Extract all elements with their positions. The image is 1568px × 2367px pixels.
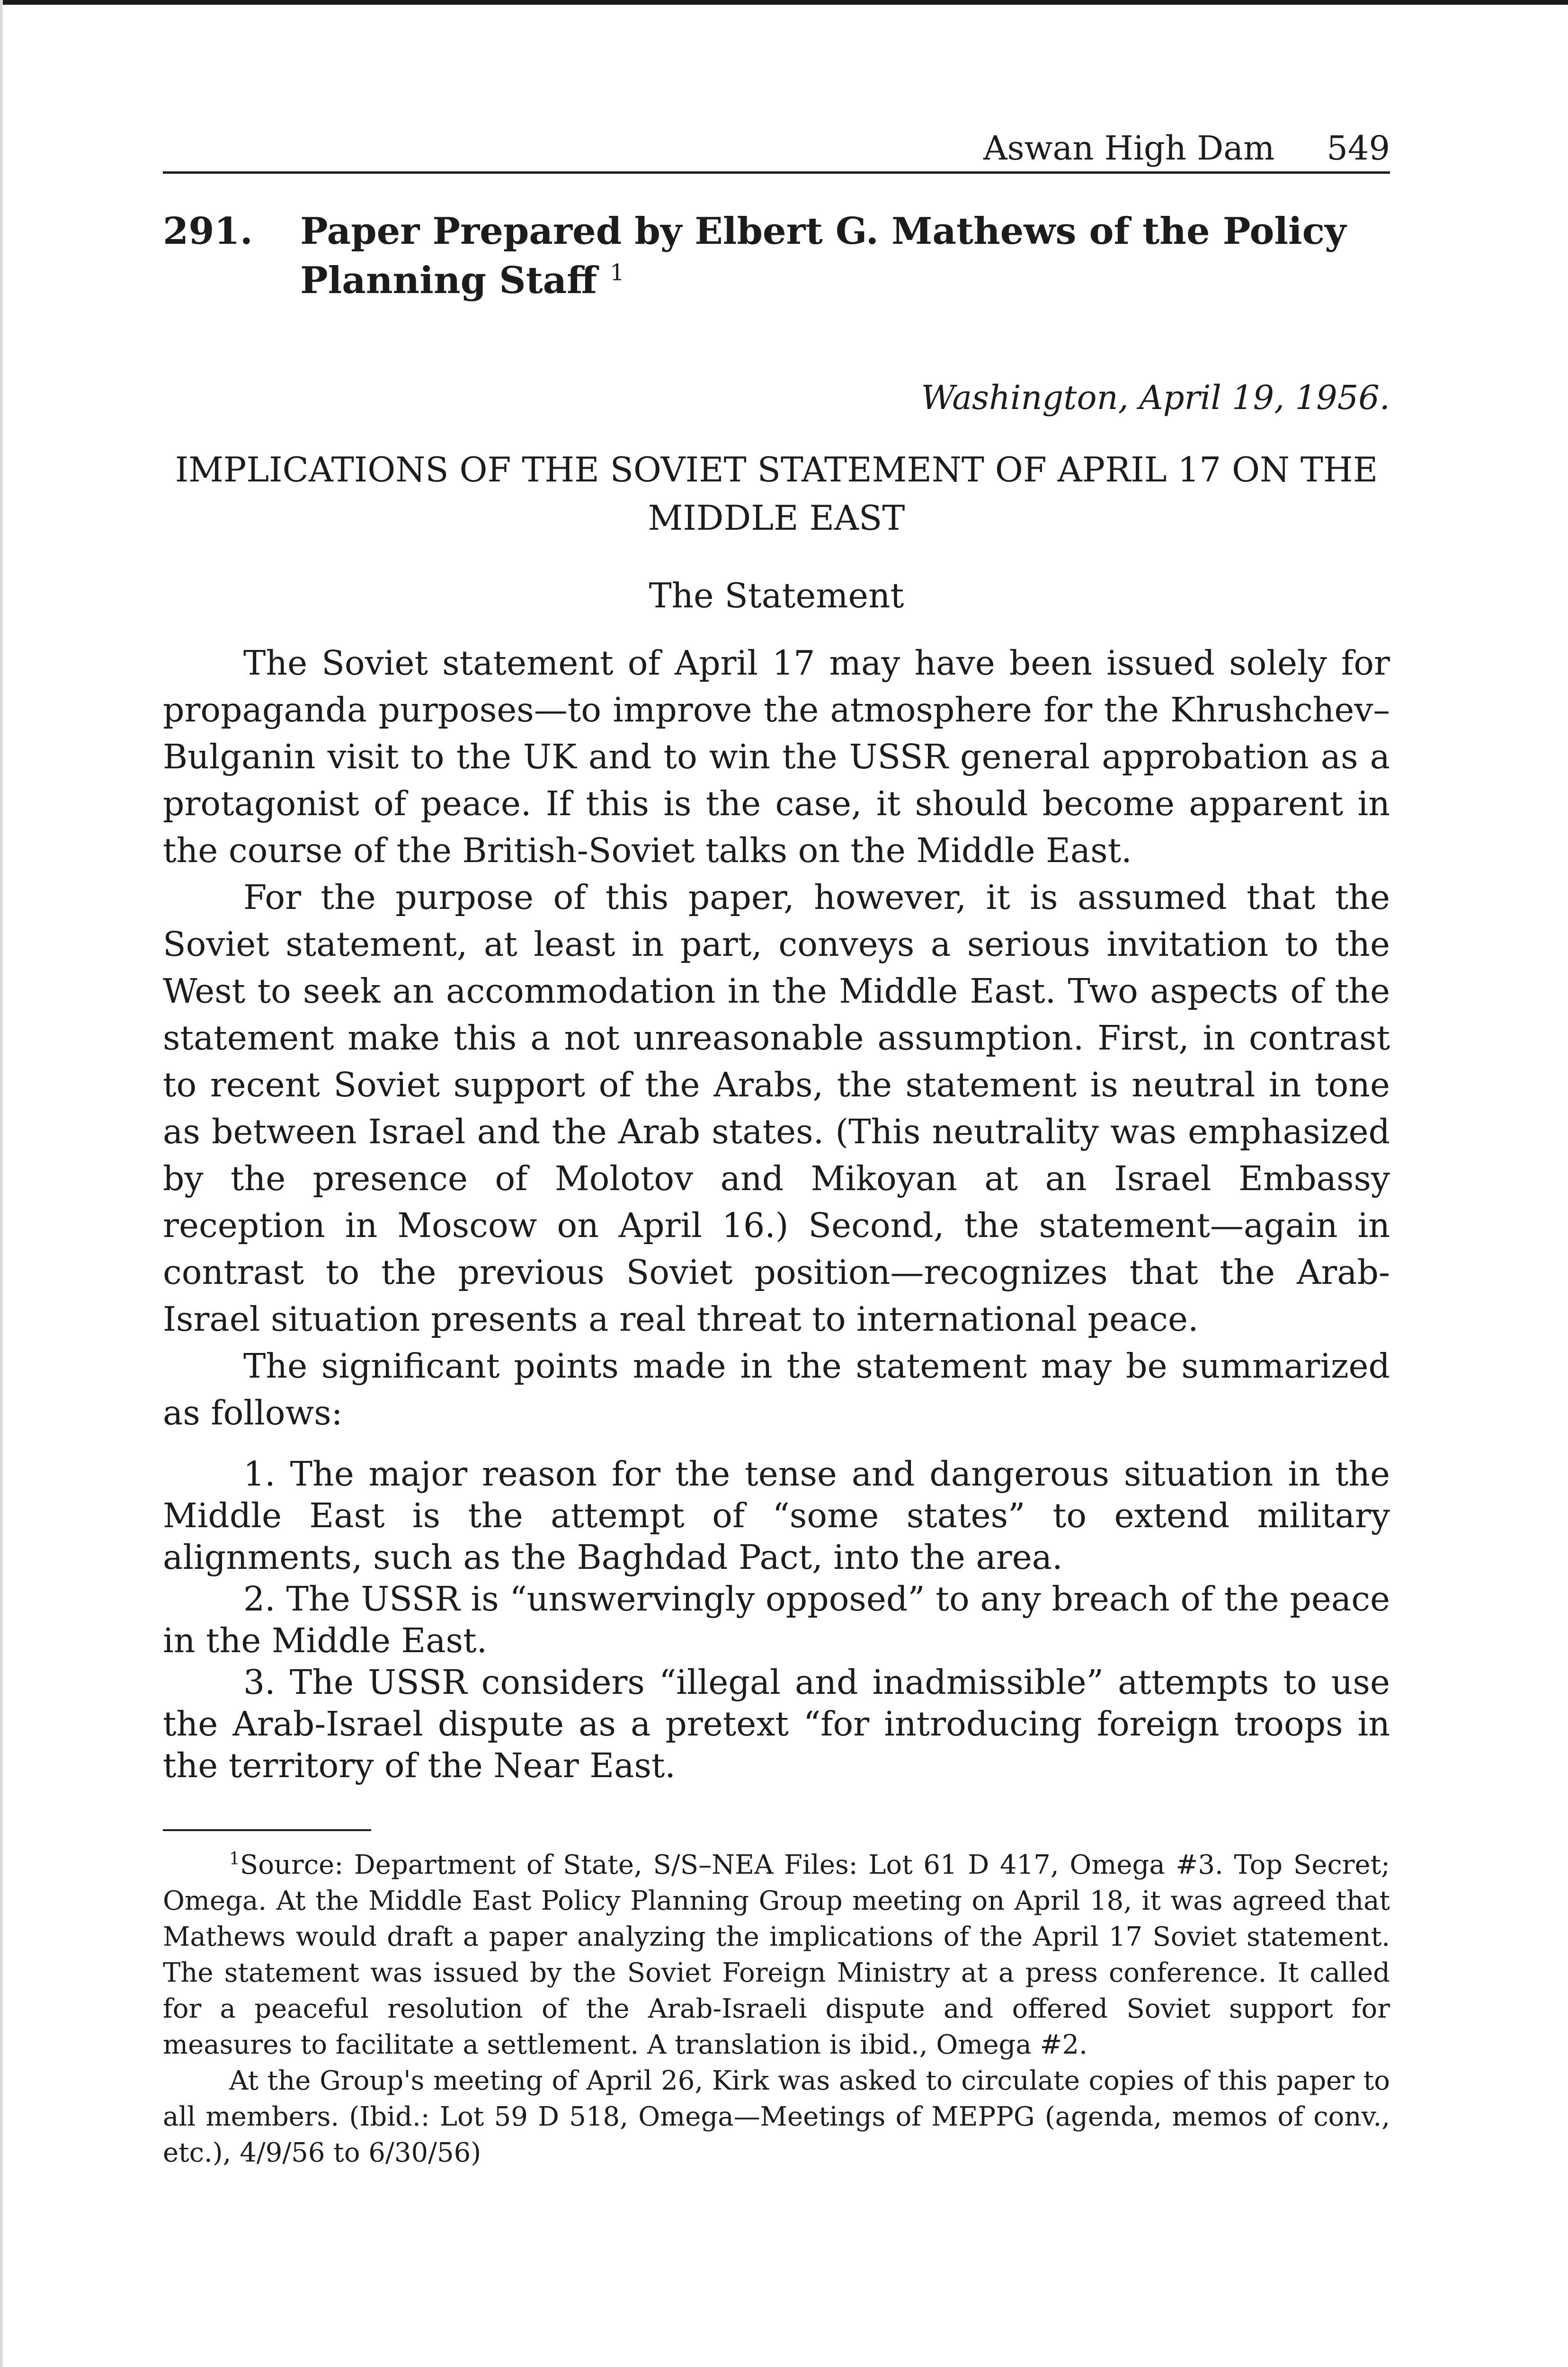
footnote-1 [163, 1847, 1390, 2063]
running-head [163, 127, 1390, 174]
running-head-title: Aswan High Dam [983, 129, 1275, 168]
footnote-1-text: Source: Department of State, S/S–NEA Files: Lot 61 D 417, Omega #3. Top Secret; Omega. At the Middle East Policy Planning Group meeting on April 18, it was agreed that Mathews would draft a paper analyzing the implications of the April 17 Soviet statement. The statement was issued by the Soviet Foreign Ministry at a press conference. It called for a peaceful resolution of the Arab-Israeli dispute and offered Soviet support for measures to facilitate a settlement. A translation is ibid., Omega #2. [163, 1850, 1390, 2060]
numbered-point: 3. The USSR considers “illegal and inadmissible” attempts to use the Arab-Israel dispute as a pretext “for introducing foreign troops in the territory of the Near East. [163, 1663, 1390, 1785]
footnote-reference: 1 [610, 259, 624, 286]
document-page [163, 127, 1390, 2171]
main-title: IMPLICATIONS OF THE SOVIET STATEMENT OF APRIL 17 ON THE MIDDLE EAST [175, 450, 1378, 538]
document-number: 291. [163, 210, 253, 253]
scan-top-border [0, 0, 1568, 5]
footnotes [163, 1847, 1390, 2171]
paragraph: For the purpose of this paper, however, it is assumed that the Soviet statement, at least in part, conveys a serious invitation to the West to seek an accommodation in the Middle East. Two aspects of the statement make this a not unreasonable assumption. First, in contrast to recent Soviet support of the Arabs, the statement is neutral in tone as between Israel and the Arab states. (This neutrality was emphasized by the presence of Molotov and Mikoyan at an Israel Embassy reception in Moscow on April 16.) Second, the statement—again in contrast to the previous Soviet position—recognizes that the Arab-Israel situation presents a real threat to international peace. [163, 878, 1390, 1339]
document-heading [163, 207, 1390, 305]
document-title-text: Paper Prepared by Elbert G. Mathews of the Policy Planning Staff [300, 210, 1346, 302]
dateline: Washington, April 19, 1956. [921, 378, 1390, 417]
section-title: The Statement [649, 576, 904, 615]
footnote-marker: 1 [229, 1849, 240, 1869]
page-number: 549 [1327, 129, 1390, 168]
document-title [300, 207, 1390, 305]
numbered-points [163, 1453, 1390, 1787]
numbered-point: 2. The USSR is “unswervingly opposed” to any breach of the peace in the Middle East. [163, 1579, 1390, 1660]
footnote-1-continued: At the Group's meeting of April 26, Kirk was asked to circulate copies of this paper to all members. (Ibid.: Lot 59 D 518, Omega—Meetings of MEPPG (agenda, memos of conv., etc.), 4/9/56 to 6/30/56) [163, 2065, 1390, 2168]
footnote-divider [163, 1829, 371, 1831]
paragraph: The significant points made in the statement may be summarized as follows: [163, 1346, 1390, 1433]
scan-left-edge [0, 0, 3, 2367]
body-text [163, 640, 1390, 1436]
paragraph: The Soviet statement of April 17 may have been issued solely for propaganda purposes—to improve the atmosphere for the Khrushchev–Bulganin visit to the UK and to win the USSR general approbation as a protagonist of peace. If this is the case, it should become apparent in the course of the British-Soviet talks on the Middle East. [163, 643, 1390, 870]
numbered-point: 1. The major reason for the tense and dangerous situation in the Middle East is the attempt of “some states” to extend military alignments, such as the Baghdad Pact, into the area. [163, 1454, 1390, 1577]
